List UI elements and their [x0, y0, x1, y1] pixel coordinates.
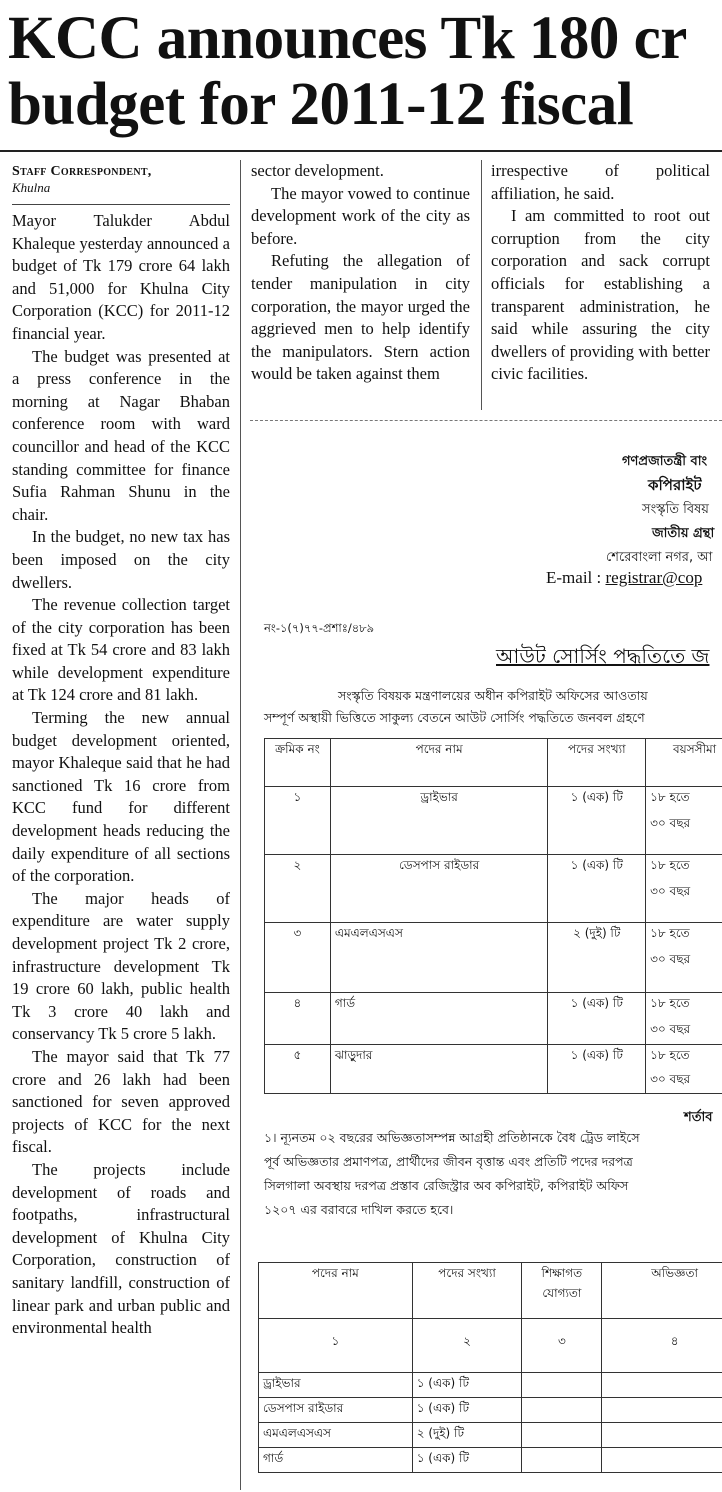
byline-place: Khulna — [12, 180, 51, 195]
table-cell — [522, 1373, 602, 1398]
age-from: ১৮ হতে — [650, 1048, 690, 1062]
table-cell: ১ — [265, 787, 331, 855]
table-row — [259, 1319, 722, 1373]
notice-header-2: কপিরাইট — [648, 476, 702, 494]
condition-line-1: ১। ন্যূনতম ০২ বছরের অভিজ্ঞতাসম্পন্ন আগ্রহী প্রতিষ্ঠানকে বৈধ ট্রেড লাইসে — [264, 1130, 640, 1145]
table-cell — [646, 993, 722, 1045]
table-row — [265, 923, 722, 993]
table-header: বয়সসীমা — [646, 739, 722, 787]
age-to: ৩০ বছর — [650, 884, 691, 898]
table-row — [259, 1373, 722, 1398]
paragraph: The mayor vowed to continue development work of the city as before. — [251, 183, 470, 248]
paragraph: The major heads of expenditure are water supply development project Tk 2 crore, infrastructure development Tk 19 crore 60 lakh, public health Tk 3 crore 40 lakh and conservancy Tk 5 crore 5 lakh. — [12, 888, 230, 1044]
table-cell: ডেসপাস রাইডার — [330, 855, 547, 923]
table-cell: ডেসপাস রাইডার — [259, 1398, 413, 1423]
table-cell: এমএলএসএস — [259, 1423, 413, 1448]
table-cell: ড্রাইভার — [330, 787, 547, 855]
paragraph: sector development. — [251, 161, 384, 180]
table-cell: ১ (এক) টি — [412, 1398, 522, 1423]
table-cell: ১ (এক) টি — [548, 787, 646, 855]
age-from: ১৮ হতে — [650, 926, 690, 940]
table-cell: ড্রাইভার — [259, 1373, 413, 1398]
paragraph: In the budget, no new tax has been imposed on the city dwellers. — [12, 527, 230, 592]
paragraph: The revenue collection target of the city corporation has been fixed at Tk 54 crore and 83 lakh while development expenditure at Tk 124 crore and 81 lakh. — [12, 595, 230, 705]
paragraph: The mayor said that Tk 77 crore and 26 lakh had been sanctioned for seven approved projects of KCC for the next fiscal. — [12, 1046, 230, 1157]
age-from: ১৮ হতে — [650, 858, 690, 872]
table-cell: গার্ড — [259, 1448, 413, 1473]
headline-line-2: budget for 2011-12 fiscal — [8, 71, 634, 138]
table-cell — [602, 1423, 722, 1448]
table-cell: ১ — [259, 1319, 413, 1373]
paragraph: irrespective of political affiliation, he said. — [491, 161, 710, 203]
paragraph: Mayor Talukder Abdul Khaleque yesterday announced a budget of Tk 179 crore 64 lakh and 51,000 for Khulna City Corporation (KCC) for 2011-12 financial year. — [12, 211, 230, 343]
table-header: পদের নাম — [330, 739, 547, 787]
column-rule — [240, 160, 241, 1490]
table-cell: ২ (দুই) টি — [548, 923, 646, 993]
age-to: ৩০ বছর — [650, 1022, 691, 1036]
article-column-1 — [12, 210, 230, 1340]
notice-header-5: শেরেবাংলা নগর, আ — [606, 550, 713, 565]
table-header-row — [265, 739, 722, 787]
memo-number: নং-১(৭)৭৭-প্রশাঃ/৪৮৯ — [264, 621, 375, 635]
notice-intro-2: সম্পূর্ণ অস্থায়ী ভিত্তিতে সাকুল্য বেতনে আউট সোর্সিং পদ্ধতিতে জনবল গ্রহণে — [264, 710, 645, 725]
notice-intro-1: সংস্কৃতি বিষয়ক মন্ত্রণালয়ের অধীন কপিরাইট অফিসের আওতায় — [338, 688, 648, 703]
table-cell: ১ (এক) টি — [548, 855, 646, 923]
table-row — [265, 993, 722, 1045]
headline-line-1: KCC announces Tk 180 cr — [8, 6, 687, 72]
condition-line-2: পূর্ব অভিজ্ঞতার প্রমাণপত্র, প্রার্থীদের জীবন বৃত্তান্ত এবং প্রতিটি পদের দরপত্র — [264, 1154, 633, 1169]
notice-title: আউট সোর্সিং পদ্ধতিতে জ — [496, 644, 710, 668]
table-header: ক্রমিক নং — [265, 739, 331, 787]
table-cell: এমএলএসএস — [330, 923, 547, 993]
headline — [8, 6, 722, 138]
table-header: শিক্ষাগত যোগ্যতা — [522, 1263, 602, 1319]
vacancy-table — [264, 738, 722, 1094]
condition-line-3: সিলগালা অবস্থায় দরপত্র প্রস্তাব রেজিস্ট্রার অব কপিরাইট, কপিরাইট অফিস — [264, 1178, 629, 1193]
notice-header-3: সংস্কৃতি বিষয় — [642, 502, 709, 517]
byline-rule — [12, 204, 230, 205]
email-value[interactable]: registrar@cop — [605, 568, 703, 587]
qualification-table — [258, 1262, 722, 1473]
table-cell — [646, 1045, 722, 1094]
table-row — [265, 787, 722, 855]
headline-rule — [0, 150, 722, 152]
table-row — [265, 855, 722, 923]
table-cell — [602, 1398, 722, 1423]
age-from: ১৮ হতে — [650, 790, 690, 804]
table-cell: ৪ — [602, 1319, 722, 1373]
table-cell: ২ (দুই) টি — [412, 1423, 522, 1448]
table-row — [259, 1398, 722, 1423]
age-to: ৩০ বছর — [650, 1072, 691, 1086]
notice-header-4: জাতীয় গ্রন্থা — [652, 526, 715, 541]
byline-name: Staff Correspondent, — [12, 164, 152, 179]
table-cell: ১ (এক) টি — [548, 993, 646, 1045]
notice-email — [546, 568, 702, 588]
conditions-title: শর্তাব — [684, 1110, 713, 1125]
paragraph: The budget was presented at a press conference in the morning at Nagar Bhaban conference room with ward councillor and head of the KCC standing committee for finance Sufia Rahman Shunu in the chair. — [12, 346, 230, 524]
age-from: ১৮ হতে — [650, 996, 690, 1010]
table-cell: ৩ — [265, 923, 331, 993]
table-cell — [602, 1448, 722, 1473]
table-header: পদের সংখ্যা — [412, 1263, 522, 1319]
table-cell: ৪ — [265, 993, 331, 1045]
table-cell: ৫ — [265, 1045, 331, 1094]
table-cell: ৩ — [522, 1319, 602, 1373]
table-header-row — [259, 1263, 722, 1319]
condition-line-4: ১২০৭ এর বরাবরে দাখিল করতে হবে। — [264, 1202, 454, 1217]
byline — [12, 164, 230, 196]
table-cell: ২ — [265, 855, 331, 923]
article-column-2 — [251, 160, 470, 386]
table-cell: ২ — [412, 1319, 522, 1373]
age-to: ৩০ বছর — [650, 816, 691, 830]
table-header: অভিজ্ঞতা — [602, 1263, 722, 1319]
age-to: ৩০ বছর — [650, 952, 691, 966]
table-row — [259, 1423, 722, 1448]
table-cell — [646, 923, 722, 993]
notice — [250, 420, 722, 1492]
paragraph: The projects include development of roads and footpaths, infrastructural development of Khulna City Corporation, construction of sanitary landfill, construction of linear park and urban public and environmental health — [12, 1159, 230, 1338]
table-cell: ১ (এক) টি — [412, 1373, 522, 1398]
paragraph: Refuting the allegation of tender manipulation in city corporation, the mayor urged the aggrieved men to help identify the manipulators. Stern action would be taken against them — [251, 251, 470, 384]
table-row — [265, 1045, 722, 1094]
table-row — [259, 1448, 722, 1473]
table-cell: ১ (এক) টি — [548, 1045, 646, 1094]
email-label: E-mail : — [546, 568, 606, 587]
table-header: পদের সংখ্যা — [548, 739, 646, 787]
article-column-3 — [491, 160, 710, 386]
table-cell — [522, 1423, 602, 1448]
table-cell — [646, 855, 722, 923]
table-cell: ঝাড়ুদার — [330, 1045, 547, 1094]
paragraph: I am committed to root out corruption from the city corporation and sack corrupt officials for establishing a transparent administration, he said while assuring the city dwellers of providing with better civic facilities. — [491, 206, 710, 384]
table-cell: ১ (এক) টি — [412, 1448, 522, 1473]
table-cell: গার্ড — [330, 993, 547, 1045]
table-cell — [602, 1373, 722, 1398]
table-cell — [522, 1448, 602, 1473]
column-rule — [481, 160, 482, 410]
table-cell — [646, 787, 722, 855]
table-cell — [522, 1398, 602, 1423]
table-header: পদের নাম — [259, 1263, 413, 1319]
paragraph: Terming the new annual budget development oriented, mayor Khaleque said that he had sanctioned Tk 16 crore from KCC fund for different development heads reducing the daily expenditure of all sections of the corporation. — [12, 708, 230, 886]
notice-header-1: গণপ্রজাতন্ত্রী বাং — [622, 454, 708, 469]
